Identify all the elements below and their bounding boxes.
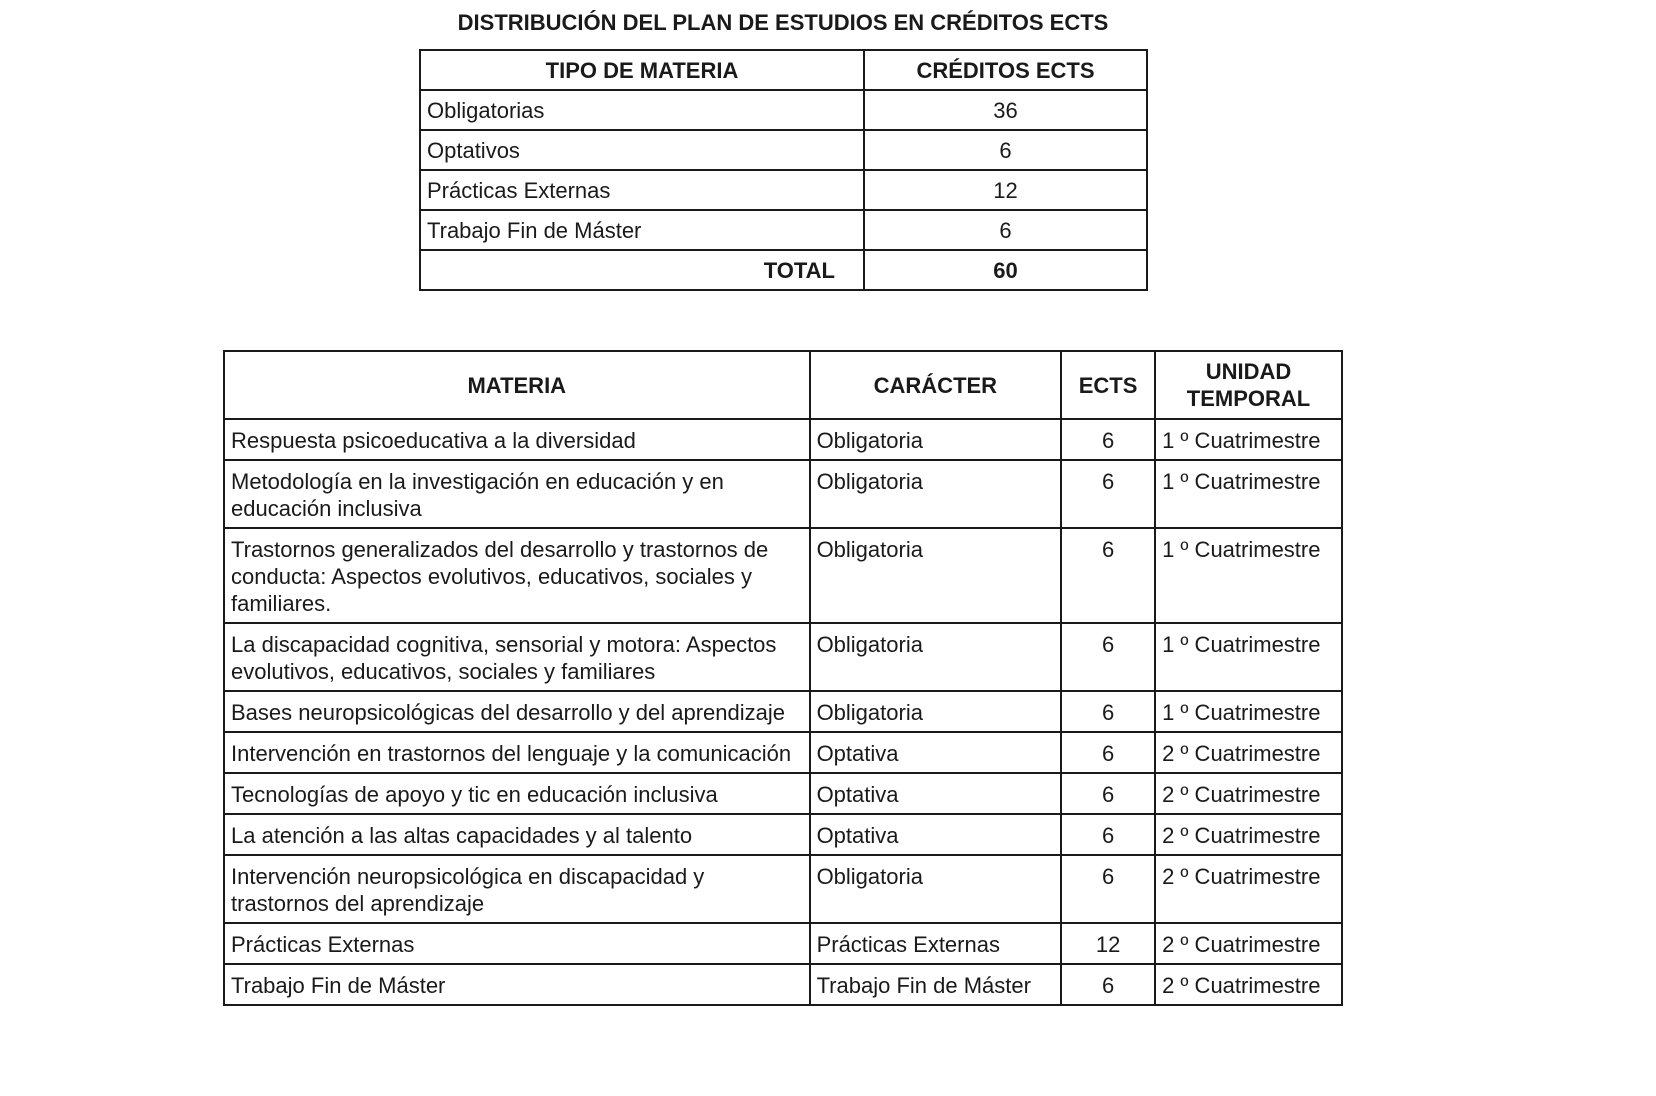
detail-row: [224, 528, 1342, 623]
summary-row: [420, 170, 1147, 210]
materia-cell: Prácticas Externas: [224, 923, 810, 964]
unidad-cell: 2 º Cuatrimestre: [1155, 732, 1342, 773]
detail-row: [224, 814, 1342, 855]
creditos-cell: 12: [864, 170, 1147, 210]
summary-row: [420, 210, 1147, 250]
detail-row: [224, 419, 1342, 460]
tipo-cell: Obligatorias: [420, 90, 864, 130]
unidad-cell: 2 º Cuatrimestre: [1155, 814, 1342, 855]
materia-cell: Tecnologías de apoyo y tic en educación inclusiva: [224, 773, 810, 814]
materia-cell: La atención a las altas capacidades y al talento: [224, 814, 810, 855]
caracter-cell: Obligatoria: [810, 691, 1062, 732]
caracter-cell: Trabajo Fin de Máster: [810, 964, 1062, 1005]
materia-cell: La discapacidad cognitiva, sensorial y motora: Aspectos evolutivos, educativos, sociales y familiares: [224, 623, 810, 691]
summary-table: [419, 49, 1148, 291]
tipo-cell: Optativos: [420, 130, 864, 170]
ects-cell: 6: [1061, 460, 1155, 528]
caracter-cell: Obligatoria: [810, 623, 1062, 691]
creditos-cell: 6: [864, 130, 1147, 170]
tipo-cell: Prácticas Externas: [420, 170, 864, 210]
ects-cell: 6: [1061, 691, 1155, 732]
caracter-cell: Obligatoria: [810, 419, 1062, 460]
caracter-cell: Optativa: [810, 732, 1062, 773]
caracter-cell: Prácticas Externas: [810, 923, 1062, 964]
unidad-cell: 2 º Cuatrimestre: [1155, 923, 1342, 964]
creditos-cell: 36: [864, 90, 1147, 130]
detail-row: [224, 623, 1342, 691]
detail-row: [224, 732, 1342, 773]
ects-cell: 6: [1061, 814, 1155, 855]
ects-cell: 6: [1061, 528, 1155, 623]
detail-row: [224, 855, 1342, 923]
caracter-cell: Obligatoria: [810, 460, 1062, 528]
caracter-cell: Optativa: [810, 773, 1062, 814]
ects-cell: 6: [1061, 419, 1155, 460]
unidad-cell: 1 º Cuatrimestre: [1155, 528, 1342, 623]
caracter-cell: Obligatoria: [810, 855, 1062, 923]
detail-table: [223, 350, 1343, 1006]
caracter-cell: Obligatoria: [810, 528, 1062, 623]
detail-row: [224, 923, 1342, 964]
header-unidad: UNIDAD TEMPORAL: [1155, 351, 1342, 419]
unidad-cell: 2 º Cuatrimestre: [1155, 855, 1342, 923]
materia-cell: Intervención neuropsicológica en discapacidad y trastornos del aprendizaje: [224, 855, 810, 923]
header-materia: MATERIA: [224, 351, 810, 419]
unidad-cell: 1 º Cuatrimestre: [1155, 691, 1342, 732]
creditos-cell: 6: [864, 210, 1147, 250]
materia-cell: Bases neuropsicológicas del desarrollo y del aprendizaje: [224, 691, 810, 732]
ects-cell: 6: [1061, 964, 1155, 1005]
header-caracter: CARÁCTER: [810, 351, 1062, 419]
detail-row: [224, 964, 1342, 1005]
caracter-cell: Optativa: [810, 814, 1062, 855]
ects-cell: 6: [1061, 855, 1155, 923]
materia-cell: Respuesta psicoeducativa a la diversidad: [224, 419, 810, 460]
total-label: TOTAL: [420, 250, 864, 290]
unidad-cell: 1 º Cuatrimestre: [1155, 460, 1342, 528]
summary-row: [420, 90, 1147, 130]
unidad-cell: 1 º Cuatrimestre: [1155, 419, 1342, 460]
materia-cell: Intervención en trastornos del lenguaje y la comunicación: [224, 732, 810, 773]
summary-total-row: [420, 250, 1147, 290]
materia-cell: Trastornos generalizados del desarrollo y trastornos de conducta: Aspectos evolutivos, educativos, sociales y familiares.: [224, 528, 810, 623]
tipo-cell: Trabajo Fin de Máster: [420, 210, 864, 250]
materia-cell: Trabajo Fin de Máster: [224, 964, 810, 1005]
ects-cell: 6: [1061, 732, 1155, 773]
header-creditos: CRÉDITOS ECTS: [864, 50, 1147, 90]
ects-cell: 6: [1061, 623, 1155, 691]
total-value: 60: [864, 250, 1147, 290]
header-tipo: TIPO DE MATERIA: [420, 50, 864, 90]
ects-cell: 6: [1061, 773, 1155, 814]
unidad-cell: 2 º Cuatrimestre: [1155, 964, 1342, 1005]
document-title: DISTRIBUCIÓN DEL PLAN DE ESTUDIOS EN CRÉDITOS ECTS: [457, 10, 1109, 35]
summary-row: [420, 130, 1147, 170]
unidad-cell: 2 º Cuatrimestre: [1155, 773, 1342, 814]
summary-header-row: [420, 50, 1147, 90]
ects-cell: 12: [1061, 923, 1155, 964]
unidad-cell: 1 º Cuatrimestre: [1155, 623, 1342, 691]
detail-header-row: [224, 351, 1342, 419]
detail-row: [224, 691, 1342, 732]
header-ects: ECTS: [1061, 351, 1155, 419]
detail-row: [224, 773, 1342, 814]
materia-cell: Metodología en la investigación en educación y en educación inclusiva: [224, 460, 810, 528]
detail-row: [224, 460, 1342, 528]
